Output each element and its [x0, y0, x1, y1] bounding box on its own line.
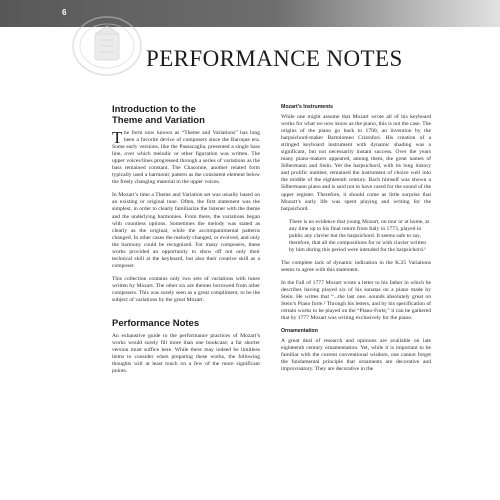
- intro-heading: Introduction to the Theme and Variation: [112, 104, 205, 126]
- intro-paragraph-1: The form now known as “Theme and Variations” has long been a favorite device of composers since the Baroque era. Some early versions, like the Passacaglia, presented a single bass line, over which melodic or other figuration was written. The upper voices/lines progressed through a series of variations as the bass remained constant. The Chaconne, another related form typically used a harmonic pattern as the consistent element below the freely changing material in the upper voices.: [112, 128, 260, 186]
- performance-paragraph-1: An exhaustive guide to the performance practices of Mozart’s works would surely fill more than one bookcase; a far shorter version must suffice here. While there may indeed be limitless items to consider when preparing these works, the following thoughts will at least touch on a few of the more significant points.: [112, 333, 260, 375]
- instruments-paragraph-3: In the Fall of 1777 Mozart wrote a letter to his father in which he describes having played six of his sonatas on a piano made by Stein. He writes that “...the last one...sounds absolutely great on Stein’s Piano forte.² Through his letters, and by his specification of certain works to be played on the “Piano-Forte,” it can be gathered that by 1777 Mozart was writing exclusively for the piano.: [281, 279, 431, 322]
- instruments-heading: Mozart’s Instruments: [281, 104, 333, 110]
- block-quote: There is no evidence that young Mozart, on tour or at home, at any time up to his final return from Italy in 1773, played in public any clavier but the harpsichord. It seems safe to say, therefore, that all the compositions for or with clavier written by him during this period were intended for the harpsichord.¹: [289, 218, 430, 253]
- ornamentation-heading: Ornamentation: [281, 328, 318, 335]
- intro-paragraph-3: This collection contains only two sets of variations with tunes written by Mozart. The other six are themes borrowed from other composers. This was surely seen as a great compliment, to be the subject of variations by the great Mozart.: [112, 275, 260, 304]
- instruments-paragraph-2: The complete lack of dynamic indication in the K.25 Variations seems to agree with this statement.: [281, 259, 431, 273]
- drop-cap: T: [112, 128, 123, 147]
- left-column: [112, 104, 260, 500]
- instruments-paragraph-1: While one might assume that Mozart wrote all of his keyboard works for what we now know as the piano, this is not the case. The origins of the piano go back to 1700, an invention by the harpsichord-maker Bartolomeo Cristofori. His creation of a stringed keyboard instrument with dynamic shading was a significant, but not necessarily instant success. Over the years many piano-makers appeared, among them, the great names of Silbermann and Stein. Yet the harpsichord, with its long history and prolific number, remained the instrument of choice well into the middle of the eighteenth century. Bach himself was shown a Silbermann piano and is said not to have cared for the sound of the upper register. Therefore, it should come as little surprise that Mozart’s early life was spent playing and writing for the harpsichord.: [281, 114, 431, 212]
- page-title: PERFORMANCE NOTES: [146, 46, 403, 71]
- seal-watermark: [70, 14, 144, 78]
- ornamentation-paragraph-1: A great deal of research and opinions are available on late eighteenth century ornamentation. Yet, while it is important to be familiar with the current conventional wisdom, one cannot forget the fundamental principle that ornaments are decorative and improvisatory. They are decorative in the: [281, 338, 431, 373]
- performance-notes-heading: Performance Notes: [112, 318, 200, 330]
- intro-paragraph-2: In Mozart’s time a Theme and Variation set was usually based on an existing or original tune. Often, the first statement was the simplest, in order to clearly familiarize the listener with the theme and the underlying harmonies. From there, the variations began with countless options. Sometimes the melody was stated as clearly as the original, while the accompanimental patterns changed. In other cases the melody changed, or evolved, and only the harmony could be recognized. For many composers, these works provided an opportunity to show off not only their technical skill at the keyboard, but also their creative skill as a composer.: [112, 192, 260, 269]
- right-column: [281, 104, 431, 500]
- page-number: 6: [62, 8, 67, 17]
